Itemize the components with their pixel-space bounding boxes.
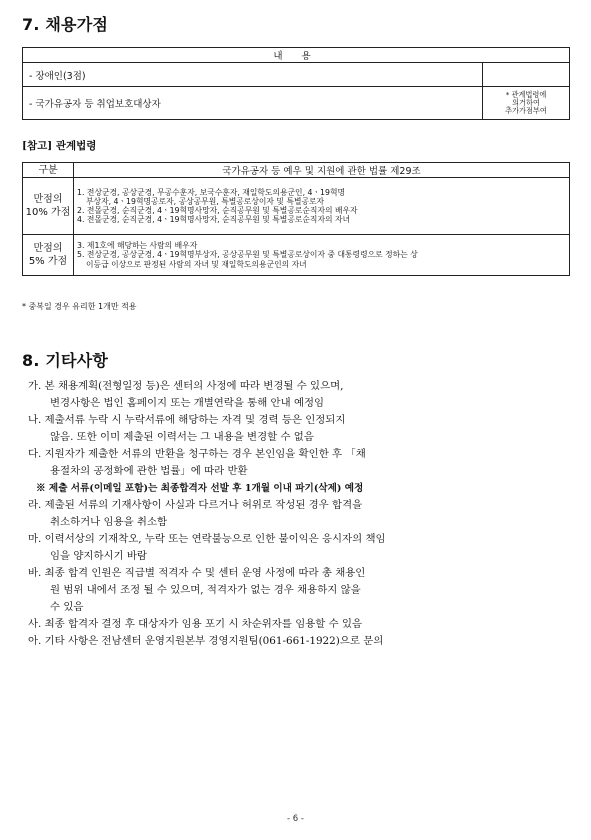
law-items [74, 178, 570, 235]
row-content: - 국가유공자 등 취업보호대상자 [23, 87, 483, 120]
table-header-content: 내 용 [23, 48, 570, 63]
law-item: 1. 전상군경, 공상군경, 무공수훈자, 보국수훈자, 재일학도의용군인, 4ㆍ19혁명 [77, 187, 346, 197]
notice-line: ※ 제출 서류(이메일 포함)는 최종합격자 선발 후 1개월 이내 파기(삭제) 예정 [36, 483, 364, 494]
col-header-category: 구분 [23, 163, 74, 178]
list-item: 용절차의 공정화에 관한 법률」에 따라 반환 [50, 465, 248, 477]
page-number: - 6 - [287, 814, 304, 824]
row-content: - 장애인(3점) [23, 63, 483, 87]
list-item: 사. 최종 합격자 결정 후 대상자가 임용 포기 시 차순위자를 임용할 수 있음 [28, 618, 363, 630]
category-line: 만점의 [33, 243, 63, 254]
list-item: 수 있음 [50, 601, 84, 613]
list-item: 마. 이력서상의 기재착오, 누락 또는 연락불능으로 인한 불이익은 응시자의 책임 [28, 533, 386, 545]
reference-title: [참고] 관계법령 [22, 140, 97, 152]
list-item: 바. 최종 합격 인원은 직급별 적격자 수 및 센터 운영 사정에 따라 총 채용인 [28, 567, 366, 579]
list-item: 임을 양지하시기 바람 [50, 550, 147, 562]
table-row [23, 87, 570, 120]
list-item: 원 범위 내에서 조정 될 수 있으며, 적격자가 없는 경우 채용하지 않을 [50, 584, 361, 596]
list-item: 취소하거나 임용을 취소함 [50, 516, 168, 528]
category-cell [23, 178, 74, 235]
law-item: 2. 전몰군경, 순직군경, 4ㆍ19혁명사망자, 순직공무원 및 특별공로순직자의 배우자 [77, 206, 358, 215]
list-item: 가. 본 채용계획(전형일정 등)은 센터의 사정에 따라 변경될 수 있으며, [28, 380, 344, 392]
table-row [23, 63, 570, 87]
related-law-table [22, 162, 570, 276]
category-cell [23, 235, 74, 276]
note-line: * 관계법령에 [505, 90, 547, 99]
list-item: 라. 제출된 서류의 기재사항이 사실과 다르거나 허위로 작성된 경우 합격을 [28, 499, 363, 511]
law-item: 이등급 이상으로 판정된 사람의 자녀 및 재일학도의용군인의 자녀 [86, 259, 307, 269]
list-item: 다. 지원자가 제출한 서류의 반환을 청구하는 경우 본인임을 확인한 후 「채 [28, 448, 366, 460]
footnote: * 중복일 경우 유리한 1개만 적용 [22, 302, 137, 311]
section-7-title: 7. 채용가점 [22, 15, 109, 34]
other-notes-list [28, 378, 568, 650]
law-items [74, 235, 570, 276]
law-item: 5. 전상군경, 공상군경, 4ㆍ19혁명부상자, 공상공무원 및 특별공로상이자 중 대통령령으로 정하는 상 [77, 250, 418, 260]
category-line: 만점의 [33, 194, 63, 205]
category-line: 10% 가점 [25, 207, 71, 218]
col-header-law: 국가유공자 등 예우 및 지원에 관한 법률 제29조 [74, 163, 570, 178]
row-note [483, 87, 570, 120]
list-item: 나. 제출서류 누락 시 누락서류에 해당하는 자격 및 경력 등은 인정되지 [28, 414, 346, 426]
list-item: 않음. 또한 이미 제출된 이력서는 그 내용을 변경할 수 없음 [50, 431, 314, 443]
law-item: 부상자, 4ㆍ19혁명공로자, 공상공무원, 특별공로상이자 및 특별공로자 [86, 196, 325, 206]
section-8-title: 8. 기타사항 [22, 351, 109, 370]
row-note [483, 63, 570, 87]
table-row [23, 178, 570, 235]
table-row [23, 235, 570, 276]
law-item: 3. 제1호에 해당하는 사람의 배우자 [77, 241, 198, 251]
list-item: 변경사항은 법인 홈페이지 또는 개별연락을 통해 안내 예정임 [50, 397, 325, 409]
note-line: 추가가점부여 [505, 106, 547, 115]
note-line: 의거하여 [512, 98, 540, 107]
list-item: 아. 기타 사항은 전남센터 운영지원본부 경영지원팀(061-661-1922)으로 문의 [28, 635, 384, 647]
category-line: 5% 가점 [28, 256, 68, 267]
bonus-points-table [22, 47, 570, 120]
law-item: 4. 전몰군경, 순직군경, 4ㆍ19혁명사망자, 순직공무원 및 특별공로순직자의 자녀 [77, 215, 351, 225]
